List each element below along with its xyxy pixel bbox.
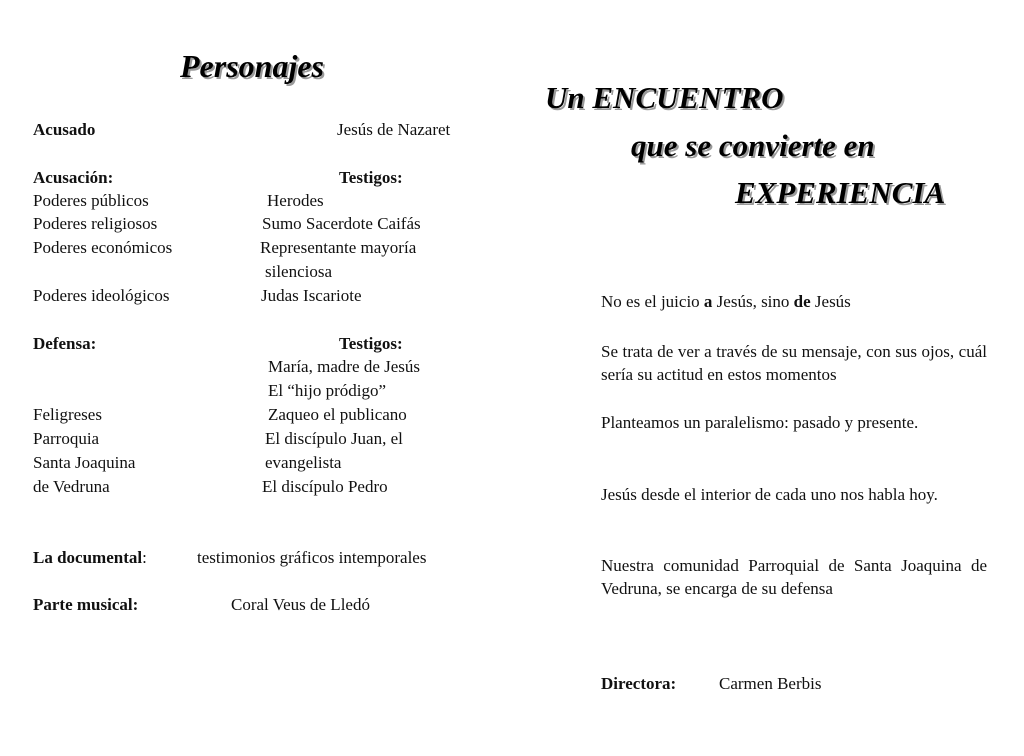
defense-witnesses-label: Testigos: [339, 334, 403, 353]
witness-zaqueo: Zaqueo el publicano [268, 405, 407, 424]
party-ideological: Poderes ideológicos [33, 286, 170, 305]
p1-part-b: a [703, 292, 713, 311]
paragraph-interior: Jesús desde el interior de cada uno nos habla hoy. [601, 485, 938, 504]
director-value: Carmen Berbis [719, 674, 822, 693]
paragraph-community: Nuestra comunidad Parroquial de Santa Joaquina de Vedruna, se encarga de su defensa [601, 556, 987, 598]
witness-majority-cont: silenciosa [265, 262, 333, 281]
witness-juan: El discípulo Juan, el [265, 429, 403, 448]
party-feligreses: Feligreses [33, 405, 102, 424]
witness-maria: María, madre de Jesús [268, 357, 421, 376]
paragraph-message: Se trata de ver a través de su mensaje, con sus ojos, cuál sería su actitud en estos momentos [601, 342, 987, 384]
witness-herodes: Herodes [267, 191, 324, 210]
documentary-colon: : [142, 548, 147, 567]
witness-caifas: Sumo Sacerdote Caifás [262, 214, 421, 233]
director-label: Directora: [601, 674, 677, 693]
party-santa-joaquina: Santa Joaquina [33, 453, 136, 472]
party-economic: Poderes económicos [33, 238, 173, 257]
p1-part-d: de [793, 292, 811, 311]
p1-part-c: Jesús, sino [712, 292, 794, 311]
p1-part-e: Jesús [810, 292, 851, 311]
party-vedruna: de Vedruna [33, 477, 110, 496]
paragraph-parallel: Planteamos un paralelismo: pasado y presente. [601, 413, 919, 432]
title-line-2: que se convierte en [631, 128, 875, 163]
party-public: Poderes públicos [33, 191, 149, 210]
music-label: Parte musical: [33, 595, 139, 614]
music-value: Coral Veus de Lledó [231, 595, 370, 614]
witness-judas: Judas Iscariote [261, 286, 362, 305]
personajes-heading: Personajes [180, 48, 324, 84]
witness-prodigal: El “hijo pródigo” [268, 381, 387, 400]
title-line-3: EXPERIENCIA [735, 175, 946, 210]
documentary-label: La documental [33, 548, 143, 567]
accusation-witnesses-label: Testigos: [339, 168, 403, 187]
title-line-1: Un ENCUENTRO [545, 80, 784, 115]
witness-majority: Representante mayoría [260, 238, 417, 257]
p1-part-a: No es el juicio [601, 292, 704, 311]
party-parroquia: Parroquia [33, 429, 100, 448]
witness-juan-cont: evangelista [265, 453, 342, 472]
party-religious: Poderes religiosos [33, 214, 158, 233]
documentary-value: testimonios gráficos intemporales [197, 548, 427, 567]
witness-pedro: El discípulo Pedro [262, 477, 388, 496]
defense-label: Defensa: [33, 334, 97, 353]
paragraph-trial [601, 292, 851, 312]
documentary-row [33, 548, 147, 568]
accusation-label: Acusación: [33, 168, 114, 187]
accused-label: Acusado [33, 120, 96, 139]
accused-value: Jesús de Nazaret [337, 120, 451, 139]
